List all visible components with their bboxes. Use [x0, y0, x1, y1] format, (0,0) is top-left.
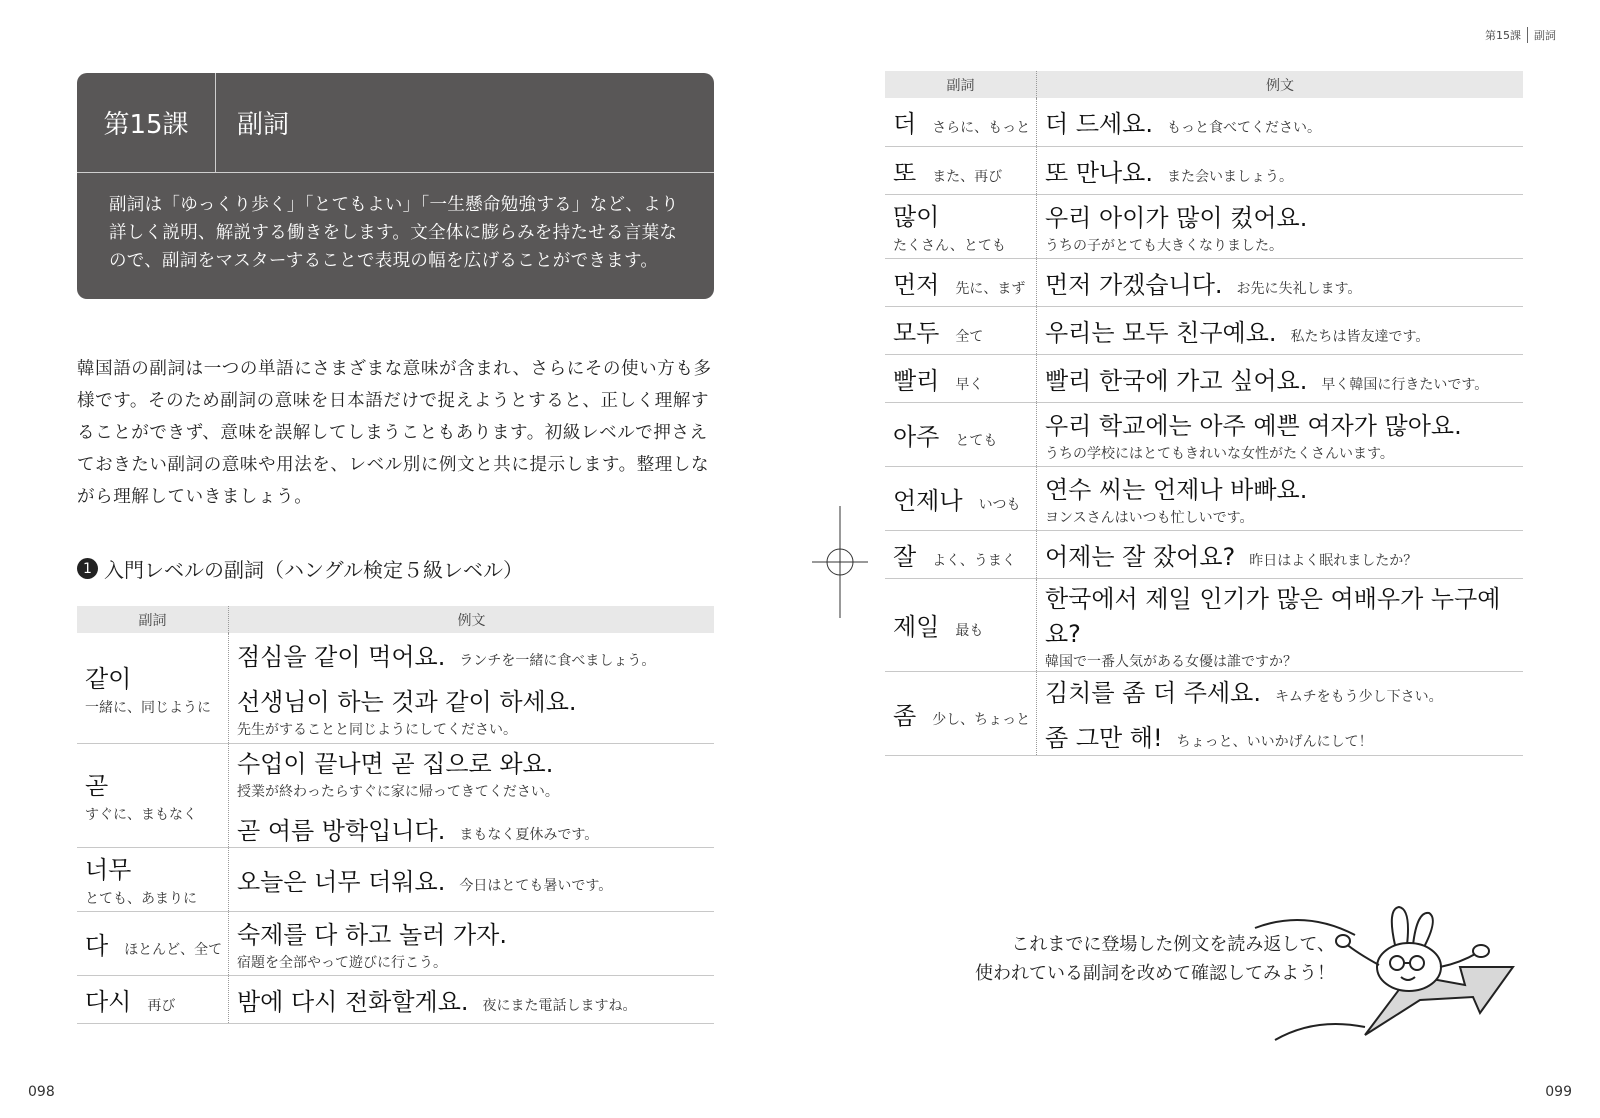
table-row — [885, 306, 1523, 354]
example-sentence — [237, 982, 714, 1017]
example-cell — [1037, 146, 1524, 194]
adverb-cell — [885, 671, 1037, 755]
adverb-table-right — [885, 71, 1523, 756]
example-cell — [229, 847, 715, 911]
adverb-cell — [77, 633, 229, 743]
adverb-cell — [885, 146, 1037, 194]
example-korean: 숙제를 다 하고 놀러 가자. — [237, 920, 507, 949]
lesson-box-divider — [77, 172, 714, 173]
running-header-lesson: 第15課 — [1485, 29, 1521, 42]
example-sentence — [1045, 718, 1523, 753]
adverb-word: 많이 — [893, 203, 940, 231]
example-cell — [1037, 530, 1524, 578]
table-row — [885, 530, 1523, 578]
example-japanese: うちの学校にはとてもきれいな女性がたくさんいます。 — [1045, 445, 1394, 462]
example-korean: 먼저 가겠습니다. — [1045, 270, 1223, 299]
example-japanese: 宿題を全部やって遊びに行こう。 — [237, 954, 447, 971]
example-korean: 김치를 좀 더 주세요. — [1045, 679, 1261, 707]
example-sentence — [237, 682, 714, 739]
page-number-right: 099 — [1545, 1084, 1572, 1100]
adverb-meaning: すぐに、まもなく — [85, 807, 197, 823]
example-japanese: お先に失礼します。 — [1236, 280, 1362, 297]
example-sentence — [237, 915, 714, 972]
example-sentence — [1045, 198, 1523, 255]
example-korean: 좀 그만 해! — [1045, 724, 1163, 752]
example-cell — [229, 975, 715, 1023]
adverb-meaning: 少し、ちょっと — [932, 711, 1031, 728]
example-korean: 한국에서 제일 인기가 많은 여배우가 누구예요? — [1045, 584, 1501, 648]
table-header-row — [77, 606, 714, 633]
running-header-topic: 副詞 — [1534, 29, 1556, 42]
example-cell — [1037, 466, 1524, 530]
example-cell — [1037, 578, 1524, 671]
example-sentence — [1045, 153, 1523, 188]
adverb-word: 또 — [893, 158, 917, 187]
example-cell — [1037, 671, 1524, 755]
closing-note-line1: これまでに登場した例文を読み返して、 — [1011, 934, 1335, 955]
example-korean: 우리 아이가 많이 컸어요. — [1045, 203, 1308, 232]
adverb-meaning: さらに、もっと — [932, 120, 1031, 137]
running-header-divider — [1527, 27, 1528, 43]
adverb-meaning: とても、あまりに — [85, 891, 197, 907]
example-japanese: 授業が終わったらすぐに家に帰ってきてください。 — [237, 784, 559, 800]
example-japanese: 韓国で一番人気がある女優は誰ですか？ — [1045, 653, 1297, 670]
adverb-cell — [885, 402, 1037, 466]
table-row — [77, 633, 714, 743]
example-korean: 우리 학교에는 아주 예쁜 여자가 많아요. — [1045, 411, 1462, 440]
adverb-word: 같이 — [85, 664, 132, 693]
table-row — [885, 402, 1523, 466]
adverb-cell — [885, 530, 1037, 578]
example-cell — [229, 633, 715, 743]
rabbit-mascot-illustration — [1245, 905, 1530, 1045]
table-row — [77, 911, 714, 975]
lesson-description: 副詞は「ゆっくり歩く」「とてもよい」「一生懸命勉強する」など、より詳しく説明、解説する働きをします。文全体に膨らみを持たせる言葉なので、副詞をマスターすることで表現の幅を広げることができます。 — [109, 195, 679, 271]
adverb-word: 더 — [893, 110, 917, 139]
adverb-cell — [885, 306, 1037, 354]
example-japanese: また会いましょう。 — [1167, 168, 1293, 185]
page-number-left: 098 — [28, 1084, 55, 1100]
table-row — [885, 578, 1523, 671]
example-korean: 곧 여름 방학입니다. — [237, 817, 446, 845]
table-row — [77, 743, 714, 847]
adverb-cell — [885, 466, 1037, 530]
adverb-word: 모두 — [893, 318, 940, 347]
lesson-header-box — [77, 73, 714, 299]
lesson-number: 第15課 — [77, 73, 216, 172]
example-cell — [229, 911, 715, 975]
closing-note-line2: 使われている副詞を改めて確認してみよう！ — [975, 963, 1335, 984]
example-korean: 밤에 다시 전화할게요. — [237, 987, 469, 1016]
example-korean: 우리는 모두 친구예요. — [1045, 318, 1277, 347]
example-sentence — [1045, 313, 1523, 348]
adverb-meaning: 早く — [955, 376, 984, 393]
example-sentence — [237, 637, 714, 672]
example-korean: 수업이 끝나면 곧 집으로 와요. — [237, 750, 554, 778]
adverb-meaning: 再び — [147, 997, 176, 1014]
adverb-cell — [77, 847, 229, 911]
header-word: 副詞 — [885, 71, 1037, 98]
example-korean: 또 만나요. — [1045, 158, 1153, 187]
example-sentence — [1045, 673, 1523, 708]
example-korean: 빨리 한국에 가고 싶어요. — [1045, 366, 1308, 395]
example-korean: 연수 씨는 언제나 바빠요. — [1045, 475, 1308, 504]
example-sentence — [1045, 470, 1523, 527]
example-cell — [229, 743, 715, 847]
adverb-word: 다시 — [85, 987, 132, 1016]
table-row — [77, 975, 714, 1023]
example-japanese: もっと食べてください。 — [1167, 120, 1321, 137]
lesson-title: 副詞 — [237, 110, 290, 140]
running-header — [1485, 27, 1556, 43]
adverb-cell — [885, 578, 1037, 671]
adverb-meaning: いつも — [978, 496, 1021, 513]
table-row — [885, 146, 1523, 194]
example-japanese: 早く韓国に行きたいです。 — [1321, 376, 1489, 393]
example-japanese: ヨンスさんはいつも忙しいです。 — [1045, 509, 1254, 526]
example-cell — [1037, 402, 1524, 466]
section-title: 入門レベルの副詞（ハングル検定５級レベル） — [104, 558, 523, 582]
adverb-meaning: たくさん、とても — [893, 238, 1006, 254]
example-japanese: 夜にまた電話しますね。 — [482, 997, 637, 1014]
example-japanese: うちの子がとても大きくなりました。 — [1045, 237, 1283, 254]
adverb-meaning: 最も — [955, 623, 984, 639]
example-cell — [1037, 354, 1524, 402]
adverb-word: 제일 — [893, 613, 940, 641]
adverb-meaning: とても — [955, 432, 998, 449]
example-sentence — [237, 744, 714, 801]
table-row — [885, 98, 1523, 146]
example-japanese: 今日はとても暑いです。 — [459, 877, 613, 894]
adverb-cell — [77, 911, 229, 975]
example-korean: 오늘은 너무 더워요. — [237, 867, 446, 896]
example-cell — [1037, 194, 1524, 258]
adverb-cell — [77, 743, 229, 847]
table-row — [77, 847, 714, 911]
example-cell — [1037, 306, 1524, 354]
example-sentence — [237, 811, 714, 846]
registration-mark — [812, 506, 868, 618]
example-japanese: まもなく夏休みです。 — [459, 827, 599, 843]
adverb-word: 잘 — [893, 542, 917, 571]
example-japanese: 先生がすることと同じようにしてください。 — [237, 721, 517, 738]
example-japanese: 昨日はよく眠れましたか？ — [1249, 552, 1418, 569]
adverb-word: 먼저 — [893, 270, 940, 299]
adverb-word: 언제나 — [893, 486, 963, 515]
example-sentence — [1045, 406, 1523, 463]
example-sentence — [237, 862, 714, 897]
adverb-cell — [77, 975, 229, 1023]
example-korean: 점심을 같이 먹어요. — [237, 642, 446, 671]
adverb-meaning: ほとんど、全て — [124, 941, 223, 958]
example-korean: 더 드세요. — [1045, 110, 1153, 139]
table-row — [885, 258, 1523, 306]
adverb-meaning: よく、うまく — [932, 552, 1016, 569]
adverb-word: 아주 — [893, 422, 940, 451]
adverb-cell — [885, 98, 1037, 146]
section-number-marker: 1 — [77, 558, 98, 579]
table-header-row — [885, 71, 1523, 98]
adverb-table-left — [77, 606, 714, 1024]
adverb-meaning: また、再び — [932, 168, 1003, 185]
table-row — [885, 354, 1523, 402]
example-korean: 어제는 잘 잤어요? — [1045, 542, 1236, 571]
example-sentence — [1045, 361, 1523, 396]
example-sentence — [1045, 104, 1523, 139]
section-heading — [77, 554, 523, 583]
adverb-word: 좀 — [893, 701, 917, 730]
table-row — [885, 466, 1523, 530]
adverb-cell — [885, 258, 1037, 306]
header-example: 例文 — [1037, 71, 1524, 98]
adverb-meaning: 全て — [955, 328, 984, 345]
adverb-meaning: 先に、まず — [955, 280, 1026, 297]
example-sentence — [1045, 537, 1523, 572]
adverb-word: 다 — [85, 931, 109, 960]
adverb-cell — [885, 354, 1037, 402]
example-japanese: キムチをもう少し下さい。 — [1275, 689, 1443, 705]
adverb-word: 빨리 — [893, 366, 940, 395]
example-cell — [1037, 258, 1524, 306]
adverb-meaning: 一緒に、同じように — [85, 699, 211, 716]
example-sentence — [1045, 579, 1523, 671]
adverb-word: 너무 — [85, 856, 132, 884]
table-row — [885, 194, 1523, 258]
example-japanese: 私たちは皆友達です。 — [1290, 328, 1430, 345]
table-row — [885, 671, 1523, 755]
header-word: 副詞 — [77, 606, 229, 633]
example-japanese: ランチを一緒に食べましょう。 — [459, 652, 656, 669]
example-sentence — [1045, 265, 1523, 300]
example-japanese: ちょっと、いいかげんにして！ — [1176, 734, 1373, 750]
adverb-cell — [885, 194, 1037, 258]
header-example: 例文 — [229, 606, 715, 633]
intro-paragraph: 韓国語の副詞は一つの単語にさまざまな意味が含まれ、さらにその使い方も多様です。そのため副詞の意味を日本語だけで捉えようとすると、正しく理解することができず、意味を誤解してしまうこともあります。初級レベルで押さえておきたい副詞の意味や用法を、レベル別に例文と共に提示します。整理しながら理解していきましょう。 — [77, 359, 712, 507]
adverb-word: 곧 — [85, 772, 109, 800]
example-cell — [1037, 98, 1524, 146]
example-korean: 선생님이 하는 것과 같이 하세요. — [237, 687, 577, 716]
